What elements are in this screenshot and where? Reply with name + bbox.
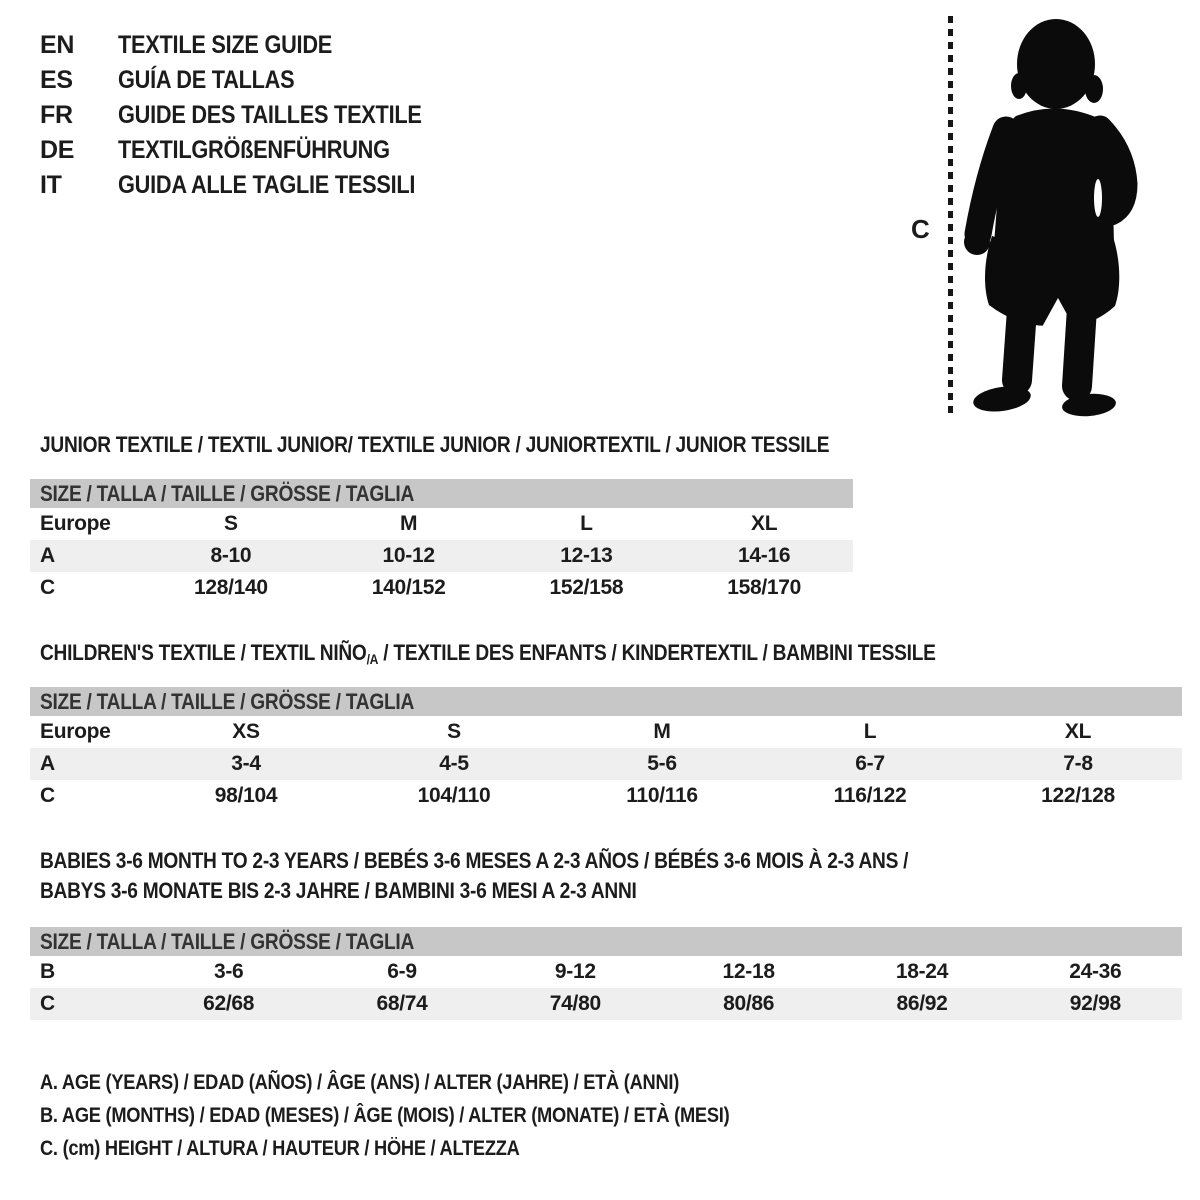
- legend-line-b: B. AGE (MONTHS) / EDAD (MESES) / ÂGE (MOIS) / ALTER (MONATE) / ETÀ (MESI): [40, 1104, 730, 1127]
- height-measure-figure: [905, 12, 1150, 424]
- row-label: Europe: [40, 720, 111, 743]
- baby-silhouette-icon: [962, 12, 1140, 417]
- measure-c-label: C: [911, 214, 930, 244]
- lang-row-de: [40, 133, 467, 168]
- table-row: [30, 508, 853, 540]
- babies-size-table: [30, 927, 1182, 1020]
- cell: 104/110: [417, 784, 491, 807]
- guide-title-fr: GUIDE DES TAILLES TEXTILE: [118, 101, 422, 129]
- cell: XL: [1064, 720, 1092, 743]
- cell: 12-13: [560, 544, 613, 567]
- cell: 152/158: [549, 576, 624, 599]
- table-row: [30, 780, 1182, 812]
- lang-row-es: [40, 63, 467, 98]
- cell: 74/80: [549, 992, 601, 1015]
- cell: 6-9: [387, 960, 417, 983]
- cell: 158/170: [727, 576, 802, 599]
- cell: 128/140: [193, 576, 268, 599]
- cell: 98/104: [214, 784, 278, 807]
- junior-section-title: JUNIOR TEXTILE / TEXTIL JUNIOR/ TEXTILE JUNIOR / JUNIORTEXTIL / JUNIOR TESSILE: [40, 432, 830, 457]
- table-row: [30, 956, 1182, 988]
- cell: 5-6: [647, 752, 677, 775]
- size-header-bar: SIZE / TALLA / TAILLE / GRÖSSE / TAGLIA: [30, 479, 853, 508]
- row-label: Europe: [40, 512, 111, 535]
- guide-title-es: GUÍA DE TALLAS: [118, 66, 295, 94]
- row-label: C: [40, 784, 55, 807]
- nino-a-subscript: /A: [366, 651, 379, 667]
- row-label: A: [40, 544, 55, 567]
- cell: 86/92: [896, 992, 948, 1015]
- cell: 8-10: [210, 544, 252, 567]
- cell: S: [447, 720, 461, 743]
- cell: 10-12: [382, 544, 435, 567]
- size-header-bar: SIZE / TALLA / TAILLE / GRÖSSE / TAGLIA: [30, 927, 1182, 956]
- cell: 110/116: [626, 784, 698, 807]
- guide-title-en: TEXTILE SIZE GUIDE: [118, 31, 333, 59]
- children-size-table: [30, 687, 1182, 812]
- measurement-legend: [40, 1066, 832, 1165]
- cell: 24-36: [1069, 960, 1122, 983]
- cell: 140/152: [371, 576, 446, 599]
- cell: 68/74: [376, 992, 428, 1015]
- row-label: A: [40, 752, 55, 775]
- lang-code: IT: [40, 171, 62, 199]
- table-row: [30, 716, 1182, 748]
- guide-title-de: TEXTILGRÖßENFÜHRUNG: [118, 136, 390, 164]
- table-row: [30, 540, 853, 572]
- guide-title-it: GUIDA ALLE TAGLIE TESSILI: [118, 171, 416, 199]
- size-header-row: [30, 927, 1182, 956]
- children-section-title: CHILDREN'S TEXTILE / TEXTIL NIÑO/A / TEXTILE DES ENFANTS / KINDERTEXTIL / BAMBINI TESSILE: [40, 640, 936, 667]
- cell: 18-24: [895, 960, 949, 983]
- cell: S: [224, 512, 238, 535]
- table-row: [30, 748, 1182, 780]
- table-row: [30, 572, 853, 604]
- legend-line-c: C. (cm) HEIGHT / ALTURA / HAUTEUR / HÖHE / ALTEZZA: [40, 1137, 520, 1160]
- legend-line-a: A. AGE (YEARS) / EDAD (AÑOS) / ÂGE (ANS) / ALTER (JAHRE) / ETÀ (ANNI): [40, 1071, 680, 1094]
- cell: 92/98: [1069, 992, 1121, 1015]
- cell: L: [580, 512, 593, 535]
- height-measure-dashed-line: [948, 16, 953, 418]
- lang-code: DE: [40, 136, 75, 164]
- row-label: B: [40, 960, 55, 983]
- cell: XS: [232, 720, 260, 743]
- cell: 3-4: [231, 752, 261, 775]
- babies-section-title: BABIES 3-6 MONTH TO 2-3 YEARS / BEBÉS 3-6 MESES A 2-3 AÑOS / BÉBÉS 3-6 MOIS À 2-3 ANS / BABYS 3-6 MONATE BIS 2-3 JAHRE / BAMBINI 3-6 MESI A 2-3 ANNI: [40, 848, 909, 903]
- lang-code: FR: [40, 101, 73, 129]
- cell: M: [653, 720, 671, 743]
- cell: 12-18: [722, 960, 775, 983]
- size-header-row: [30, 687, 1182, 716]
- cell: 62/68: [203, 992, 255, 1015]
- cell: 3-6: [213, 960, 244, 983]
- cell: 14-16: [738, 544, 791, 567]
- junior-size-table: [30, 479, 853, 604]
- cell: 80/86: [723, 992, 775, 1015]
- size-header-row: [30, 479, 853, 508]
- lang-row-it: [40, 168, 467, 203]
- lang-code: EN: [40, 31, 75, 59]
- lang-row-en: [40, 28, 467, 63]
- row-label: C: [40, 576, 55, 599]
- table-row: [30, 988, 1182, 1020]
- language-title-list: [40, 28, 467, 203]
- lang-row-fr: [40, 98, 467, 133]
- cell: 9-12: [554, 960, 596, 983]
- cell: XL: [751, 512, 778, 535]
- cell: 122/128: [1041, 784, 1115, 807]
- lang-code: ES: [40, 66, 73, 94]
- cell: 4-5: [439, 752, 469, 775]
- cell: 6-7: [855, 752, 885, 775]
- cell: L: [863, 720, 877, 743]
- cell: 116/122: [833, 784, 907, 807]
- row-label: C: [40, 992, 55, 1015]
- cell: 7-8: [1063, 752, 1093, 775]
- size-header-bar: SIZE / TALLA / TAILLE / GRÖSSE / TAGLIA: [30, 687, 1182, 716]
- cell: M: [400, 512, 418, 535]
